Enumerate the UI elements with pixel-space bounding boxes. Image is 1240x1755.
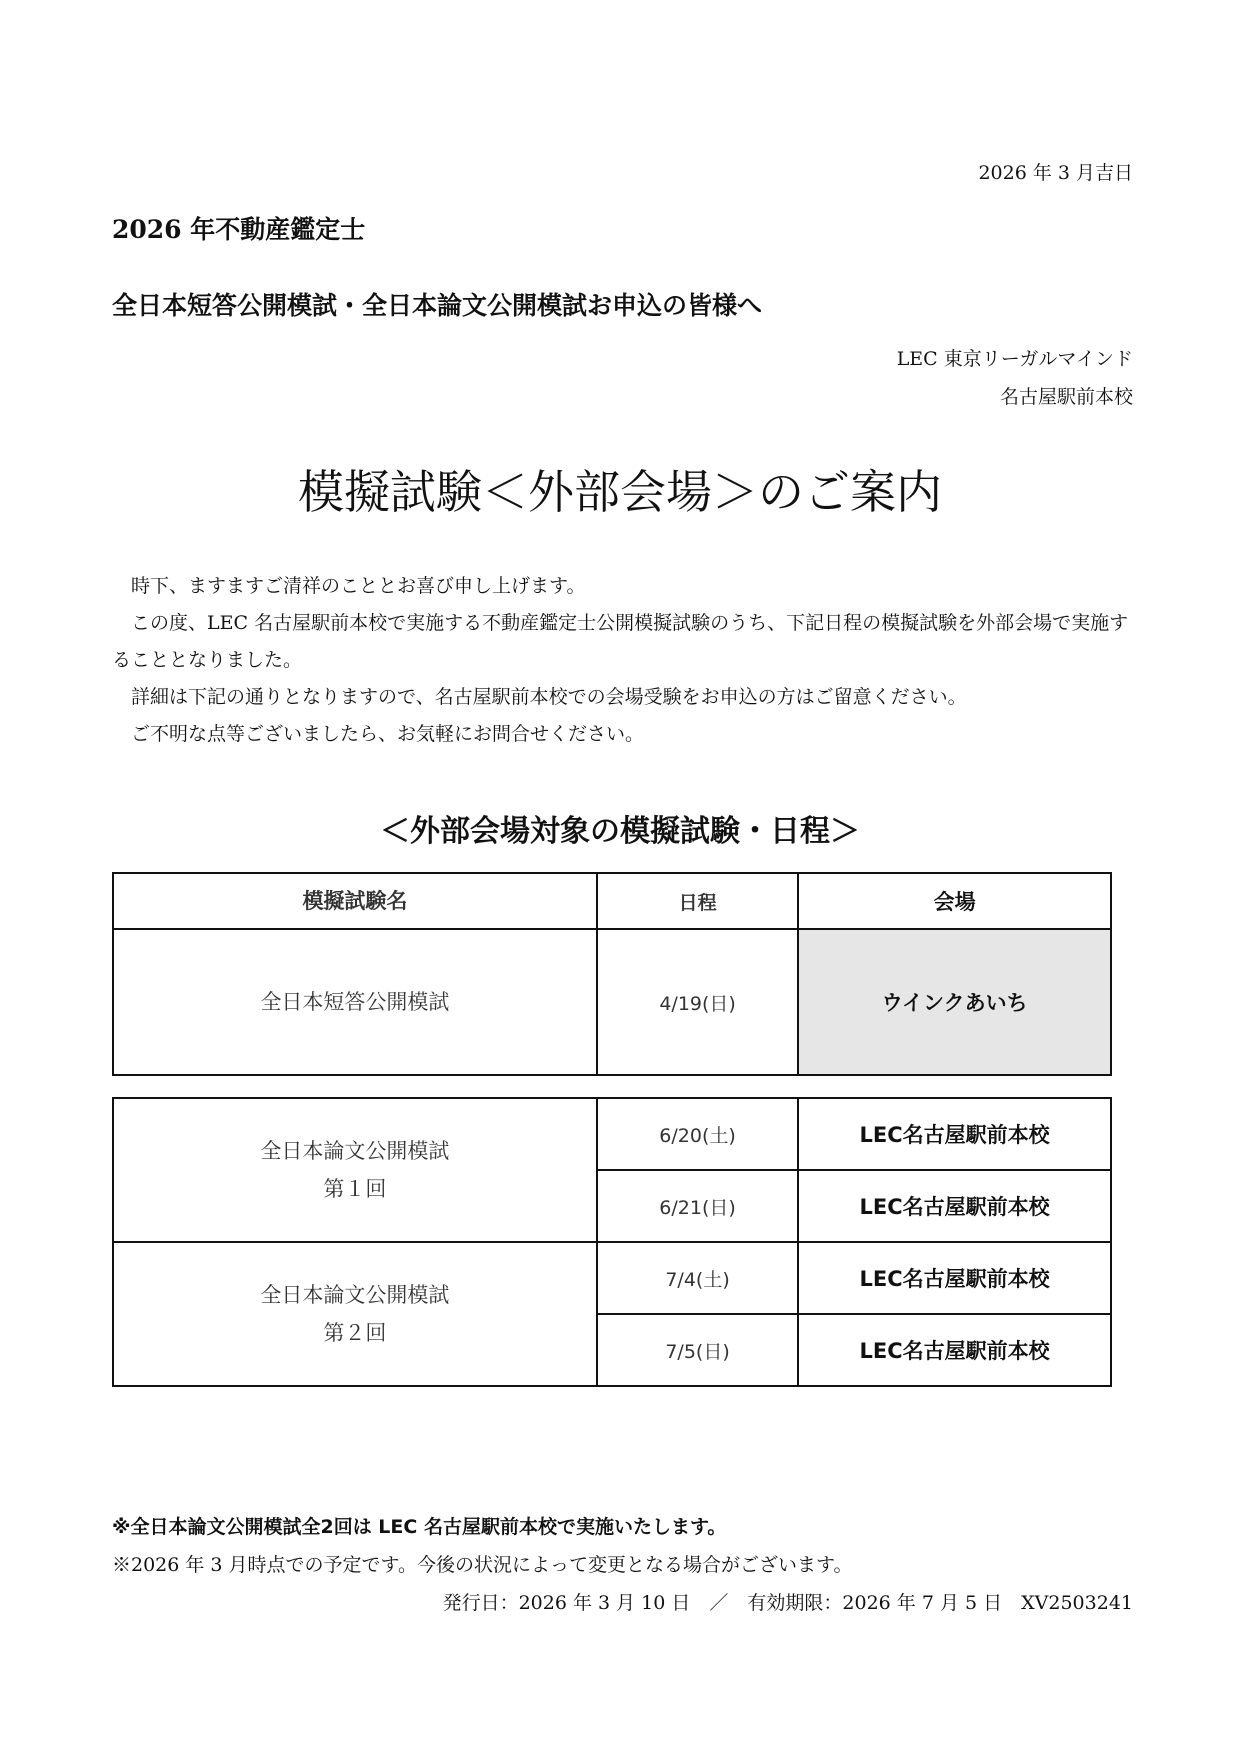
table-row [113,1242,1111,1314]
note-schedule-change: ※2026 年 3 月時点での予定です。今後の状況によって変更となる場合がございます。 [112,1554,853,1576]
issue-date: 2026 年 3 月吉日 [978,162,1133,184]
short-answer-date: 4/19(日) [597,929,798,1075]
essay-round2-date1: 7/4(土) [597,1242,798,1314]
short-answer-venue: ウインクあいち [798,929,1111,1075]
essay-round2-venue1: LEC名古屋駅前本校 [798,1242,1111,1314]
page-title: 模擬試験＜外部会場＞のご案内 [298,465,942,519]
header-exam-name: 模擬試験名 [113,873,597,929]
table-row [113,1098,1111,1170]
essay-round1-venue2: LEC名古屋駅前本校 [798,1170,1111,1242]
paragraph-greeting: 時下、ますますご清祥のこととお喜び申し上げます。 [131,575,586,597]
branch-name: 名古屋駅前本校 [999,386,1133,408]
header-venue: 会場 [798,873,1111,929]
essay-round1-name: 全日本論文公開模試 [260,1139,450,1163]
recipients-heading: 全日本短答公開模試・全日本論文公開模試お申込の皆様へ [112,291,763,320]
essay-round1-date2: 6/21(日) [597,1170,798,1242]
short-answer-exam-name: 全日本短答公開模試 [113,929,597,1075]
essay-round1-round: 第１回 [323,1177,387,1201]
essay-round2-venue2: LEC名古屋駅前本校 [798,1314,1111,1386]
essay-round2-round: 第２回 [323,1321,387,1345]
essay-round1-venue1: LEC名古屋駅前本校 [798,1098,1111,1170]
table-header-row [113,873,1111,929]
paragraph-announcement: この度、LEC 名古屋駅前本校で実施する不動産鑑定士公開模擬試験のうち、下記日程の模擬試験を外部会場で実施することとなりました。 [112,612,1129,671]
header-date: 日程 [597,873,798,929]
paragraph-details: 詳細は下記の通りとなりますので、名古屋駅前本校での会場受験をお申込の方はご留意ください。 [131,686,967,708]
essay-round1-name-cell [113,1098,597,1242]
organization-name: LEC 東京リーガルマインド [896,348,1133,370]
essay-schedule-table [112,1097,1112,1387]
exam-year-heading: 2026 年不動産鑑定士 [112,215,366,244]
short-answer-schedule-table [112,872,1112,1076]
body-text [112,568,1132,753]
table-row [113,929,1111,1075]
essay-round1-date1: 6/20(土) [597,1098,798,1170]
schedule-section-title: ＜外部会場対象の模擬試験・日程＞ [380,814,860,849]
essay-round2-date2: 7/5(日) [597,1314,798,1386]
issue-validity-line: 発行日：2026 年 3 月 10 日 ／ 有効期限：2026 年 7 月 5 日 XV2503241 [442,1592,1133,1614]
essay-round2-name-cell [113,1242,597,1386]
note-essay-location: ※全日本論文公開模試全2回は LEC 名古屋駅前本校で実施いたします。 [112,1516,727,1538]
essay-round2-name: 全日本論文公開模試 [260,1283,450,1307]
paragraph-contact: ご不明な点等ございましたら、お気軽にお問合せください。 [131,723,645,745]
